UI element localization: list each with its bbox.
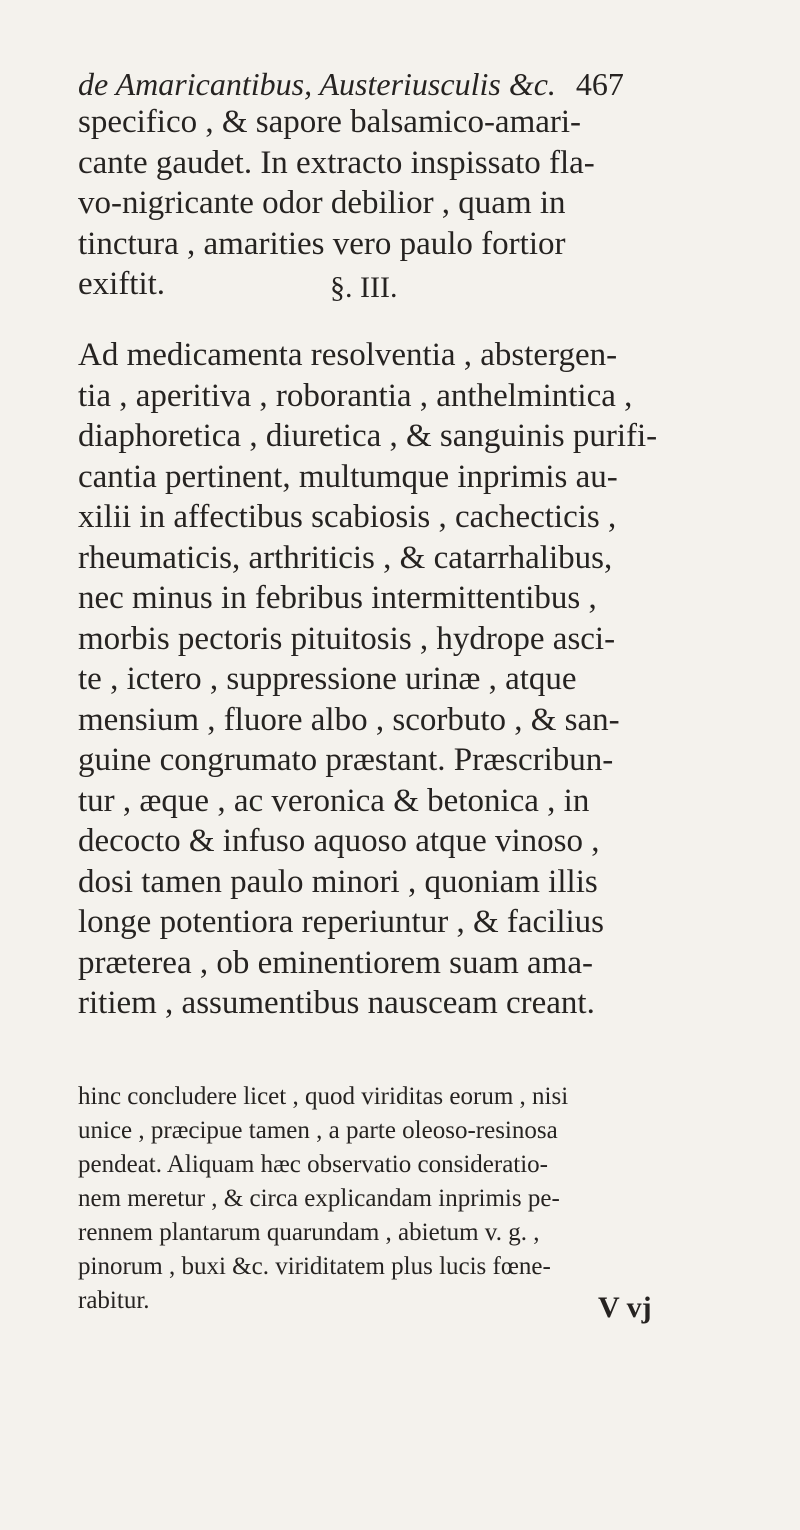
note-line: pendeat. Aliquam hæc observatio consideratio- bbox=[78, 1151, 549, 1178]
text-line: vo-nigricante odor debilior , quam in bbox=[78, 185, 566, 221]
text-line: cantia pertinent, multumque inprimis au- bbox=[78, 458, 618, 495]
note-line: pinorum , buxi &c. viriditatem plus lucis fœne- bbox=[78, 1253, 551, 1280]
text-line: longe potentiora reperiuntur , & facilius bbox=[78, 904, 605, 940]
text-line: guine congrumato præstant. Præscribun- bbox=[78, 742, 614, 778]
text-line: nec minus in febribus intermittentibus , bbox=[78, 580, 597, 616]
text-line: exiftit. bbox=[78, 266, 166, 302]
paragraph-1 bbox=[78, 102, 728, 305]
note-line: unice , præcipue tamen , a parte oleoso-resinosa bbox=[78, 1117, 558, 1144]
running-head-title: de Amaricantibus, Austeriusculis &c. bbox=[78, 66, 556, 102]
text-line: tur , æque , ac veronica & betonica , in bbox=[78, 782, 590, 819]
page-number: 467 bbox=[575, 66, 624, 102]
text-line: præterea , ob eminentiorem suam ama- bbox=[78, 944, 593, 981]
text-line: xilii in affectibus scabiosis , cachecticis , bbox=[78, 499, 617, 535]
text-line: cante gaudet. In extracto inspissato fla- bbox=[78, 144, 595, 181]
section-heading: §. III. bbox=[330, 271, 398, 304]
note-line: hinc concludere licet , quod viriditas eorum , nisi bbox=[78, 1083, 569, 1110]
text-line: dosi tamen paulo minori , quoniam illis bbox=[78, 863, 598, 900]
text-line: morbis pectoris pituitosis , hydrope asci- bbox=[78, 620, 616, 657]
note-line: rennem plantarum quarundam , abietum v. g. , bbox=[78, 1219, 540, 1246]
running-head bbox=[78, 64, 718, 104]
text-line: tia , aperitiva , roborantia , anthelmintica , bbox=[78, 377, 633, 414]
text-line: decocto & infuso aquoso atque vinoso , bbox=[78, 823, 600, 859]
text-line: mensium , fluore albo , scorbuto , & san- bbox=[78, 701, 620, 738]
footnote bbox=[78, 1080, 738, 1318]
text-line: ritiem , assumentibus nausceam creant. bbox=[78, 985, 595, 1021]
text-line: rheumaticis, arthriticis , & catarrhalibus, bbox=[78, 539, 613, 576]
text-line: Ad medicamenta resolventia , abstergen- bbox=[78, 337, 618, 373]
text-line: tinctura , amarities vero paulo fortior bbox=[78, 225, 566, 262]
text-line: diaphoretica , diuretica , & sanguinis purifi- bbox=[78, 418, 658, 454]
signature-mark: V vj bbox=[598, 1291, 652, 1324]
paragraph-2 bbox=[78, 335, 728, 1024]
text-line: te , ictero , suppressione urinæ , atque bbox=[78, 661, 577, 697]
text-line: specifico , & sapore balsamico-amari- bbox=[78, 104, 582, 140]
note-line: rabitur. bbox=[78, 1287, 150, 1314]
note-line: nem meretur , & circa explicandam inprimis pe- bbox=[78, 1185, 560, 1212]
